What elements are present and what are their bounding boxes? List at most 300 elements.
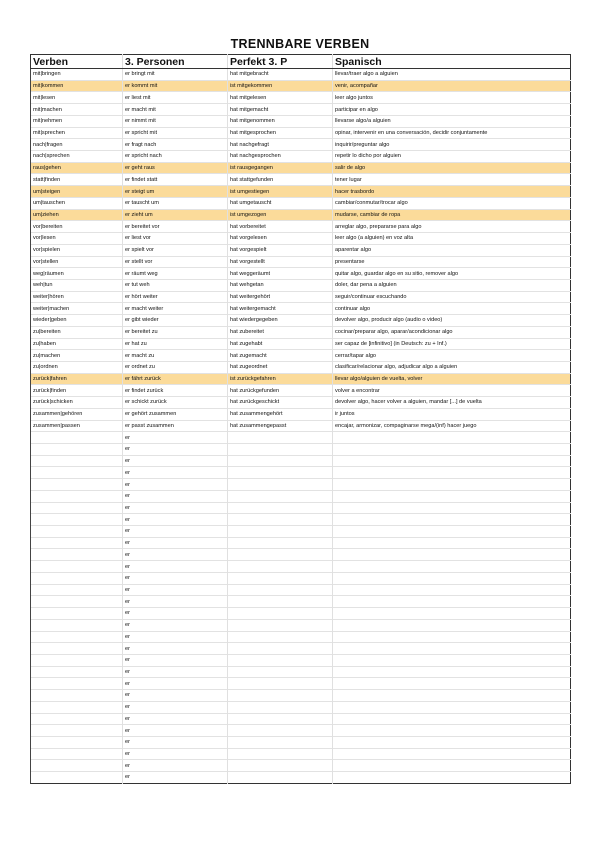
- table-row: [31, 104, 571, 116]
- cell-perfekt: hat zugeordnet: [228, 361, 333, 373]
- cell-third-person: er: [123, 772, 228, 784]
- header-personen: 3. Personen: [123, 55, 228, 69]
- cell-verb: zusammen|gehören: [31, 408, 123, 420]
- cell-third-person: er fährt zurück: [123, 373, 228, 385]
- empty-cell: [228, 537, 333, 549]
- empty-cell: [228, 678, 333, 690]
- empty-cell: [228, 760, 333, 772]
- cell-perfekt: ist umgezogen: [228, 209, 333, 221]
- empty-table-row: [31, 619, 571, 631]
- header-verben: Verben: [31, 55, 123, 69]
- empty-cell: [228, 690, 333, 702]
- empty-table-row: [31, 432, 571, 444]
- cell-third-person: er: [123, 490, 228, 502]
- cell-third-person: er spielt vor: [123, 244, 228, 256]
- empty-cell: [31, 748, 123, 760]
- cell-third-person: er findet zurück: [123, 385, 228, 397]
- table-row: [31, 315, 571, 327]
- empty-cell: [228, 666, 333, 678]
- empty-table-row: [31, 549, 571, 561]
- empty-cell: [333, 526, 571, 538]
- cell-verb: vor|bereiten: [31, 221, 123, 233]
- cell-verb: mit|sprechen: [31, 127, 123, 139]
- empty-cell: [31, 631, 123, 643]
- empty-cell: [333, 467, 571, 479]
- cell-third-person: er: [123, 748, 228, 760]
- cell-perfekt: ist mitgekommen: [228, 80, 333, 92]
- table-row: [31, 69, 571, 81]
- empty-cell: [228, 526, 333, 538]
- cell-third-person: er: [123, 572, 228, 584]
- cell-spanish: cerrar/tapar algo: [333, 350, 571, 362]
- cell-third-person: er: [123, 526, 228, 538]
- page-title: TRENNBARE VERBEN: [230, 37, 370, 51]
- table-row: [31, 233, 571, 245]
- cell-verb: mit|nehmen: [31, 115, 123, 127]
- cell-third-person: er zieht um: [123, 209, 228, 221]
- empty-cell: [333, 701, 571, 713]
- cell-spanish: venir, acompañar: [333, 80, 571, 92]
- empty-cell: [228, 549, 333, 561]
- empty-cell: [31, 537, 123, 549]
- cell-verb: weiter|machen: [31, 303, 123, 315]
- empty-cell: [333, 584, 571, 596]
- empty-cell: [31, 690, 123, 702]
- cell-third-person: er bringt mit: [123, 69, 228, 81]
- cell-verb: nach|sprechen: [31, 151, 123, 163]
- cell-perfekt: hat wehgetan: [228, 279, 333, 291]
- table-row: [31, 279, 571, 291]
- empty-cell: [31, 467, 123, 479]
- empty-cell: [31, 444, 123, 456]
- empty-cell: [31, 455, 123, 467]
- cell-perfekt: hat mitgebracht: [228, 69, 333, 81]
- empty-cell: [333, 444, 571, 456]
- empty-table-row: [31, 690, 571, 702]
- empty-cell: [228, 701, 333, 713]
- cell-third-person: er: [123, 736, 228, 748]
- empty-cell: [31, 772, 123, 784]
- empty-cell: [333, 748, 571, 760]
- cell-spanish: seguir/continuar escuchando: [333, 291, 571, 303]
- cell-spanish: leer algo (a alguien) en voz alta: [333, 233, 571, 245]
- cell-verb: weg|räumen: [31, 268, 123, 280]
- table-row: [31, 209, 571, 221]
- empty-cell: [31, 561, 123, 573]
- cell-third-person: er bereitet zu: [123, 326, 228, 338]
- table-row: [31, 174, 571, 186]
- empty-cell: [31, 572, 123, 584]
- empty-cell: [228, 631, 333, 643]
- empty-table-row: [31, 643, 571, 655]
- empty-table-row: [31, 490, 571, 502]
- cell-verb: zu|machen: [31, 350, 123, 362]
- cell-third-person: er: [123, 561, 228, 573]
- cell-verb: zusammen|passen: [31, 420, 123, 432]
- cell-third-person: er: [123, 596, 228, 608]
- cell-perfekt: hat mitgemacht: [228, 104, 333, 116]
- table-row: [31, 151, 571, 163]
- cell-third-person: er spricht nach: [123, 151, 228, 163]
- table-row: [31, 408, 571, 420]
- cell-verb: zu|haben: [31, 338, 123, 350]
- cell-spanish: encajar, armonizar, compaginarse mega/(inf) hacer juego: [333, 420, 571, 432]
- empty-cell: [31, 760, 123, 772]
- table-row: [31, 373, 571, 385]
- table-row: [31, 221, 571, 233]
- empty-cell: [333, 690, 571, 702]
- empty-table-row: [31, 748, 571, 760]
- cell-perfekt: ist zurückgefahren: [228, 373, 333, 385]
- empty-table-row: [31, 537, 571, 549]
- cell-spanish: hacer trasbordo: [333, 186, 571, 198]
- cell-third-person: er hört weiter: [123, 291, 228, 303]
- cell-perfekt: hat wiedergegeben: [228, 315, 333, 327]
- table-row: [31, 385, 571, 397]
- empty-table-row: [31, 596, 571, 608]
- empty-cell: [228, 514, 333, 526]
- empty-table-row: [31, 736, 571, 748]
- cell-verb: um|steigen: [31, 186, 123, 198]
- table-row: [31, 186, 571, 198]
- table-row: [31, 197, 571, 209]
- cell-third-person: er macht mit: [123, 104, 228, 116]
- cell-spanish: volver a encontrar: [333, 385, 571, 397]
- empty-table-row: [31, 514, 571, 526]
- cell-third-person: er gehört zusammen: [123, 408, 228, 420]
- cell-perfekt: hat nachgesprochen: [228, 151, 333, 163]
- empty-table-row: [31, 772, 571, 784]
- cell-spanish: quitar algo, guardar algo en su sitio, remover algo: [333, 268, 571, 280]
- cell-perfekt: hat vorbereitet: [228, 221, 333, 233]
- table-row: [31, 350, 571, 362]
- cell-third-person: er findet statt: [123, 174, 228, 186]
- cell-perfekt: hat zugemacht: [228, 350, 333, 362]
- cell-third-person: er: [123, 713, 228, 725]
- table-row: [31, 268, 571, 280]
- empty-cell: [31, 490, 123, 502]
- empty-cell: [333, 537, 571, 549]
- cell-verb: vor|stellen: [31, 256, 123, 268]
- cell-spanish: mudarse, cambiar de ropa: [333, 209, 571, 221]
- table-row: [31, 397, 571, 409]
- empty-cell: [228, 772, 333, 784]
- cell-perfekt: hat vorgelesen: [228, 233, 333, 245]
- empty-cell: [228, 725, 333, 737]
- cell-perfekt: hat stattgefunden: [228, 174, 333, 186]
- empty-cell: [333, 760, 571, 772]
- empty-cell: [228, 584, 333, 596]
- empty-cell: [228, 608, 333, 620]
- empty-cell: [31, 432, 123, 444]
- cell-verb: mit|lesen: [31, 92, 123, 104]
- empty-cell: [228, 748, 333, 760]
- table-row: [31, 115, 571, 127]
- empty-cell: [31, 479, 123, 491]
- empty-cell: [31, 619, 123, 631]
- cell-third-person: er: [123, 631, 228, 643]
- table-row: [31, 303, 571, 315]
- cell-verb: zurück|schicken: [31, 397, 123, 409]
- empty-cell: [333, 479, 571, 491]
- cell-perfekt: hat zubereitet: [228, 326, 333, 338]
- cell-perfekt: hat nachgefragt: [228, 139, 333, 151]
- empty-table-row: [31, 444, 571, 456]
- cell-spanish: presentarse: [333, 256, 571, 268]
- cell-spanish: opinar, intervenir en una conversación, decidir conjuntamente: [333, 127, 571, 139]
- table-row: [31, 326, 571, 338]
- cell-third-person: er hat zu: [123, 338, 228, 350]
- cell-third-person: er: [123, 514, 228, 526]
- empty-table-row: [31, 455, 571, 467]
- empty-cell: [228, 561, 333, 573]
- cell-third-person: er gibt wieder: [123, 315, 228, 327]
- empty-cell: [333, 631, 571, 643]
- cell-verb: um|ziehen: [31, 209, 123, 221]
- cell-perfekt: hat weitergemacht: [228, 303, 333, 315]
- empty-table-row: [31, 654, 571, 666]
- cell-perfekt: hat zusammengehört: [228, 408, 333, 420]
- cell-verb: weh|tun: [31, 279, 123, 291]
- cell-third-person: er steigt um: [123, 186, 228, 198]
- empty-cell: [31, 701, 123, 713]
- cell-third-person: er: [123, 701, 228, 713]
- cell-verb: vor|lesen: [31, 233, 123, 245]
- cell-spanish: llevar algo/alguien de vuelta, volver: [333, 373, 571, 385]
- empty-cell: [31, 514, 123, 526]
- empty-cell: [333, 619, 571, 631]
- verbs-table: [30, 54, 571, 784]
- cell-perfekt: hat mitgelesen: [228, 92, 333, 104]
- cell-third-person: er stellt vor: [123, 256, 228, 268]
- cell-perfekt: hat mitgesprochen: [228, 127, 333, 139]
- empty-cell: [228, 432, 333, 444]
- table-row: [31, 92, 571, 104]
- empty-cell: [228, 572, 333, 584]
- cell-third-person: er macht weiter: [123, 303, 228, 315]
- cell-perfekt: hat umgetauscht: [228, 197, 333, 209]
- cell-perfekt: hat zurückgeschickt: [228, 397, 333, 409]
- cell-spanish: devolver algo, producir algo (audio o video): [333, 315, 571, 327]
- empty-cell: [333, 736, 571, 748]
- empty-table-row: [31, 561, 571, 573]
- cell-spanish: arreglar algo, prepararse para algo: [333, 221, 571, 233]
- cell-spanish: clasificar/relacionar algo, adjudicar algo a alguien: [333, 361, 571, 373]
- cell-third-person: er: [123, 502, 228, 514]
- empty-cell: [333, 596, 571, 608]
- empty-table-row: [31, 701, 571, 713]
- empty-cell: [333, 666, 571, 678]
- cell-perfekt: hat vorgespielt: [228, 244, 333, 256]
- empty-cell: [228, 467, 333, 479]
- table-body: [31, 69, 571, 784]
- cell-verb: zurück|finden: [31, 385, 123, 397]
- empty-cell: [31, 666, 123, 678]
- table-row: [31, 291, 571, 303]
- cell-third-person: er kommt mit: [123, 80, 228, 92]
- cell-spanish: devolver algo, hacer volver a alguien, mandar [...] de vuelta: [333, 397, 571, 409]
- cell-perfekt: ist rausgegangen: [228, 162, 333, 174]
- empty-cell: [333, 713, 571, 725]
- cell-third-person: er: [123, 654, 228, 666]
- empty-cell: [333, 608, 571, 620]
- table-row: [31, 420, 571, 432]
- empty-table-row: [31, 572, 571, 584]
- empty-cell: [228, 455, 333, 467]
- cell-perfekt: hat weitergehört: [228, 291, 333, 303]
- header-row: [31, 55, 571, 69]
- cell-verb: zu|bereiten: [31, 326, 123, 338]
- empty-cell: [31, 736, 123, 748]
- cell-perfekt: hat zugehabt: [228, 338, 333, 350]
- cell-spanish: cambiar/conmutar/trocar algo: [333, 197, 571, 209]
- cell-third-person: er schickt zurück: [123, 397, 228, 409]
- cell-third-person: er: [123, 432, 228, 444]
- empty-cell: [228, 596, 333, 608]
- empty-cell: [333, 455, 571, 467]
- cell-perfekt: hat vorgestellt: [228, 256, 333, 268]
- empty-cell: [333, 432, 571, 444]
- cell-spanish: leer algo juntos: [333, 92, 571, 104]
- table-row: [31, 80, 571, 92]
- cell-perfekt: hat weggeräumt: [228, 268, 333, 280]
- empty-table-row: [31, 584, 571, 596]
- cell-verb: zurück|fahren: [31, 373, 123, 385]
- cell-spanish: ir juntos: [333, 408, 571, 420]
- cell-spanish: llevar/traer algo a alguien: [333, 69, 571, 81]
- empty-table-row: [31, 526, 571, 538]
- cell-third-person: er fragt nach: [123, 139, 228, 151]
- empty-table-row: [31, 631, 571, 643]
- header-spanisch: Spanisch: [333, 55, 571, 69]
- empty-table-row: [31, 502, 571, 514]
- cell-spanish: participar en algo: [333, 104, 571, 116]
- cell-perfekt: hat mitgenommen: [228, 115, 333, 127]
- empty-cell: [31, 608, 123, 620]
- cell-spanish: tener lugar: [333, 174, 571, 186]
- cell-verb: mit|machen: [31, 104, 123, 116]
- cell-third-person: er: [123, 690, 228, 702]
- empty-cell: [228, 654, 333, 666]
- cell-third-person: er: [123, 549, 228, 561]
- empty-table-row: [31, 608, 571, 620]
- empty-table-row: [31, 760, 571, 772]
- empty-table-row: [31, 467, 571, 479]
- empty-cell: [228, 444, 333, 456]
- empty-cell: [31, 654, 123, 666]
- cell-spanish: cocinar/preparar algo, aparar/acondicionar algo: [333, 326, 571, 338]
- cell-third-person: er räumt weg: [123, 268, 228, 280]
- cell-third-person: er tauscht um: [123, 197, 228, 209]
- empty-cell: [31, 643, 123, 655]
- cell-spanish: ser capaz de [infinitivo] (in Deutsch: zu + Inf.): [333, 338, 571, 350]
- cell-third-person: er: [123, 725, 228, 737]
- empty-cell: [31, 678, 123, 690]
- cell-third-person: er liest vor: [123, 233, 228, 245]
- cell-perfekt: hat zusammengepasst: [228, 420, 333, 432]
- empty-cell: [31, 584, 123, 596]
- cell-third-person: er: [123, 608, 228, 620]
- empty-cell: [228, 643, 333, 655]
- cell-third-person: er: [123, 619, 228, 631]
- table-row: [31, 139, 571, 151]
- cell-verb: vor|spielen: [31, 244, 123, 256]
- empty-cell: [228, 736, 333, 748]
- cell-spanish: salir de algo: [333, 162, 571, 174]
- empty-cell: [333, 772, 571, 784]
- empty-cell: [228, 619, 333, 631]
- cell-spanish: repetir lo dicho por alguien: [333, 151, 571, 163]
- empty-cell: [31, 596, 123, 608]
- cell-third-person: er tut weh: [123, 279, 228, 291]
- cell-third-person: er bereitet vor: [123, 221, 228, 233]
- table-row: [31, 162, 571, 174]
- cell-verb: weiter|hören: [31, 291, 123, 303]
- table-row: [31, 244, 571, 256]
- empty-cell: [333, 643, 571, 655]
- empty-table-row: [31, 713, 571, 725]
- cell-third-person: er: [123, 455, 228, 467]
- cell-third-person: er: [123, 444, 228, 456]
- cell-third-person: er ordnet zu: [123, 361, 228, 373]
- cell-verb: um|tauschen: [31, 197, 123, 209]
- cell-verb: mit|bringen: [31, 69, 123, 81]
- cell-perfekt: hat zurückgefunden: [228, 385, 333, 397]
- empty-cell: [31, 526, 123, 538]
- empty-cell: [228, 490, 333, 502]
- cell-third-person: er geht raus: [123, 162, 228, 174]
- empty-table-row: [31, 725, 571, 737]
- table-row: [31, 338, 571, 350]
- table-row: [31, 127, 571, 139]
- cell-third-person: er: [123, 479, 228, 491]
- cell-third-person: er: [123, 678, 228, 690]
- empty-table-row: [31, 479, 571, 491]
- cell-verb: raus|gehen: [31, 162, 123, 174]
- table-row: [31, 256, 571, 268]
- empty-cell: [31, 502, 123, 514]
- empty-cell: [333, 572, 571, 584]
- cell-spanish: inquirir/preguntar algo: [333, 139, 571, 151]
- cell-third-person: er: [123, 760, 228, 772]
- cell-spanish: llevarse algo/a alguien: [333, 115, 571, 127]
- empty-cell: [333, 725, 571, 737]
- empty-cell: [333, 678, 571, 690]
- empty-table-row: [31, 666, 571, 678]
- cell-spanish: continuar algo: [333, 303, 571, 315]
- empty-cell: [333, 561, 571, 573]
- empty-cell: [333, 490, 571, 502]
- empty-cell: [31, 713, 123, 725]
- cell-spanish: doler, dar pena a alguien: [333, 279, 571, 291]
- cell-third-person: er passt zusammen: [123, 420, 228, 432]
- cell-spanish: aparentar algo: [333, 244, 571, 256]
- empty-cell: [333, 502, 571, 514]
- cell-verb: statt|finden: [31, 174, 123, 186]
- cell-third-person: er nimmt mit: [123, 115, 228, 127]
- cell-third-person: er macht zu: [123, 350, 228, 362]
- cell-verb: mit|kommen: [31, 80, 123, 92]
- cell-third-person: er: [123, 643, 228, 655]
- cell-third-person: er: [123, 467, 228, 479]
- empty-cell: [333, 514, 571, 526]
- empty-cell: [31, 725, 123, 737]
- cell-third-person: er: [123, 537, 228, 549]
- empty-table-row: [31, 678, 571, 690]
- cell-perfekt: ist umgestiegen: [228, 186, 333, 198]
- cell-third-person: er spricht mit: [123, 127, 228, 139]
- empty-cell: [228, 502, 333, 514]
